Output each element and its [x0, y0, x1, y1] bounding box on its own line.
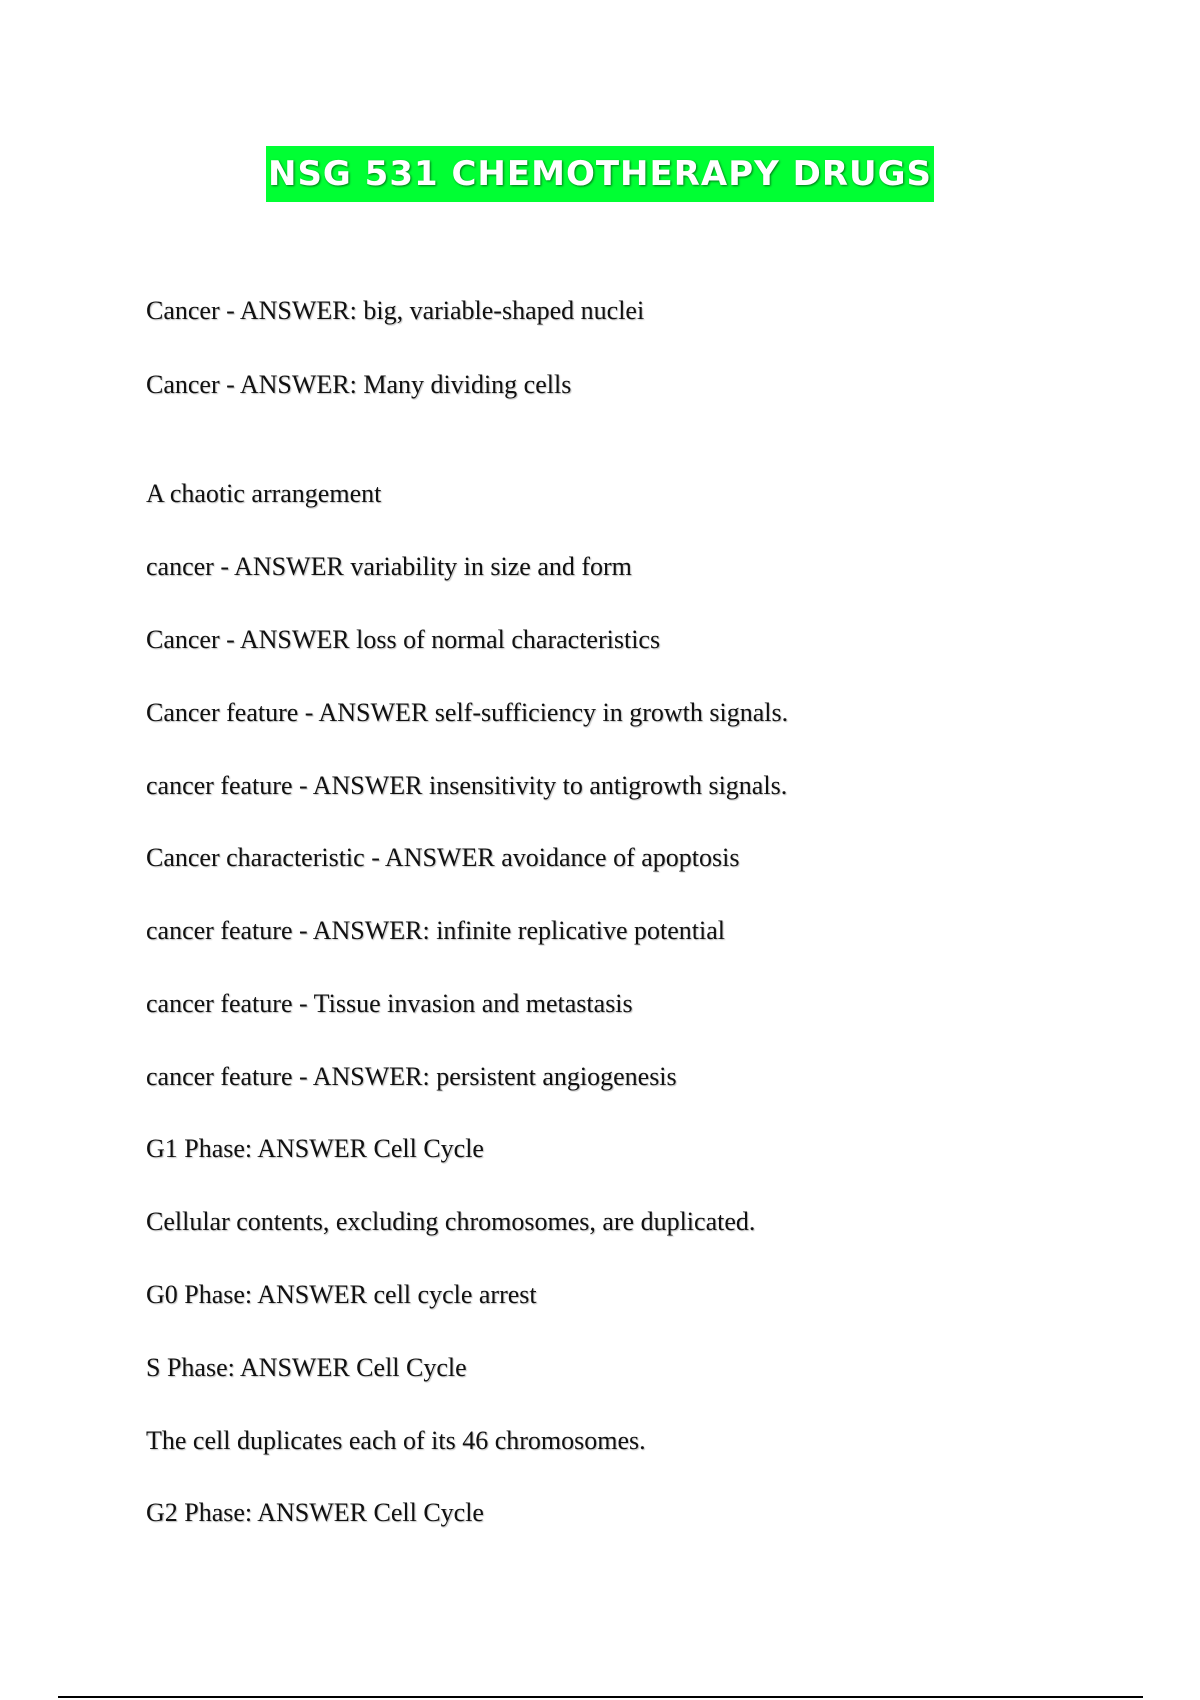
text-line: Cancer - ANSWER: Many dividing cells [146, 370, 572, 399]
text-line: Cancer characteristic - ANSWER avoidance of apoptosis [146, 843, 740, 872]
text-line: A chaotic arrangement [146, 479, 382, 508]
text-line: G0 Phase: ANSWER cell cycle arrest [146, 1280, 537, 1309]
text-line: S Phase: ANSWER Cell Cycle [146, 1353, 467, 1382]
text-line: Cellular contents, excluding chromosomes, are duplicated. [146, 1207, 756, 1236]
text-line: Cancer - ANSWER loss of normal characteristics [146, 625, 661, 654]
text-line: The cell duplicates each of its 46 chromosomes. [146, 1426, 646, 1455]
text-line: Cancer - ANSWER: big, variable-shaped nuclei [146, 296, 645, 325]
document-title: NSG 531 CHEMOTHERAPY DRUGS [266, 146, 934, 202]
text-line: cancer - ANSWER variability in size and form [146, 552, 632, 581]
text-line: cancer feature - ANSWER: persistent angiogenesis [146, 1062, 677, 1091]
text-line: Cancer feature - ANSWER self-sufficiency in growth signals. [146, 698, 789, 727]
text-line: cancer feature - ANSWER insensitivity to antigrowth signals. [146, 771, 788, 800]
footer-divider [58, 1696, 1143, 1698]
title-container [0, 146, 1200, 202]
text-line: cancer feature - Tissue invasion and metastasis [146, 989, 633, 1018]
text-line: cancer feature - ANSWER: infinite replicative potential [146, 916, 725, 945]
text-line: G1 Phase: ANSWER Cell Cycle [146, 1134, 484, 1163]
text-line: G2 Phase: ANSWER Cell Cycle [146, 1498, 484, 1527]
